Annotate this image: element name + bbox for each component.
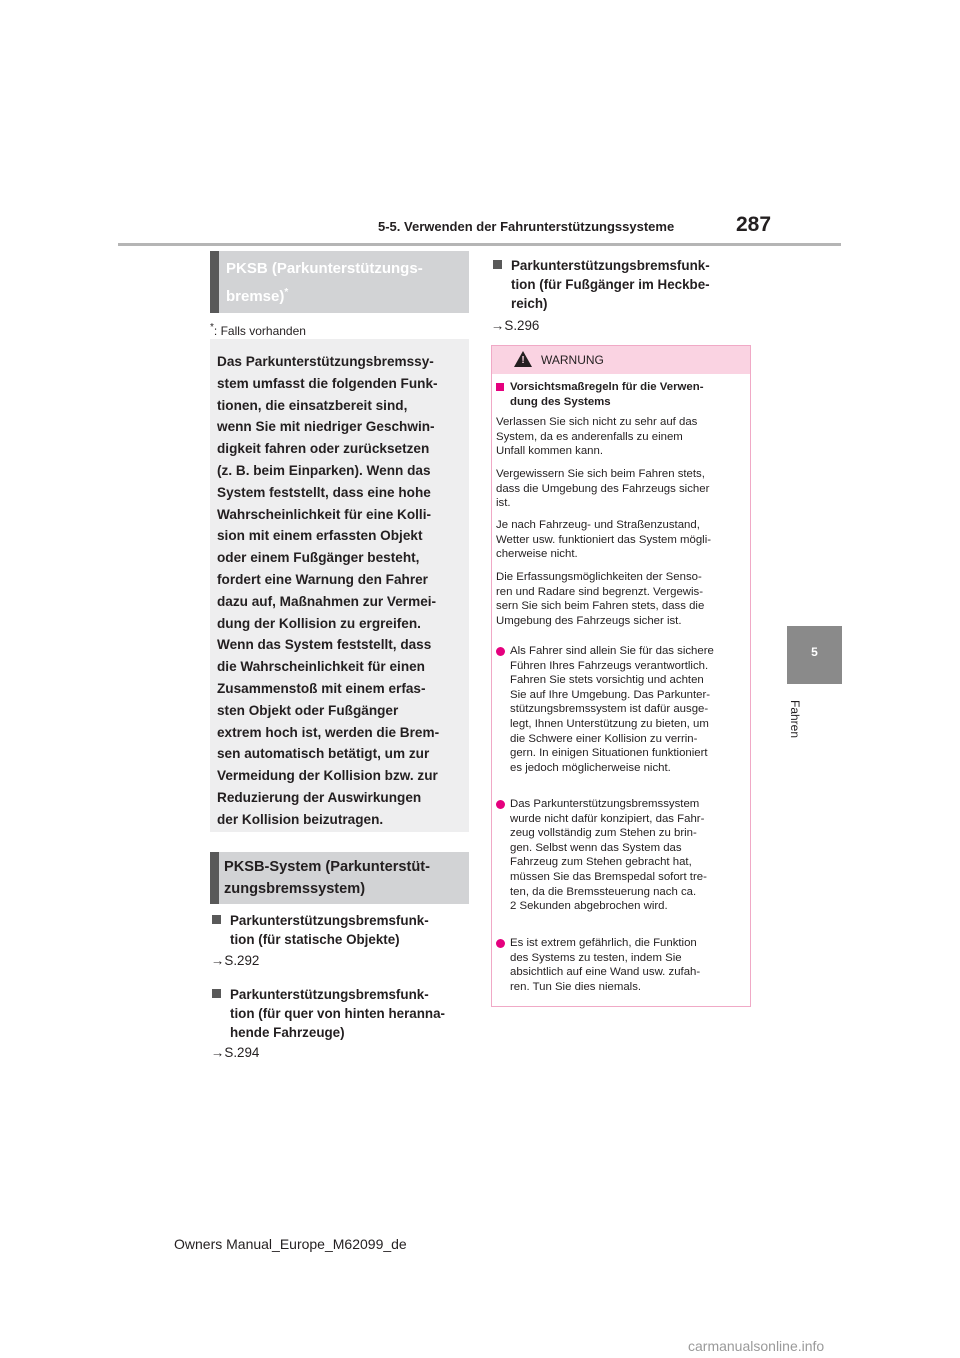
intro-line: oder einem Fußgänger besteht, (217, 550, 420, 566)
footnote-asterisk: * (210, 322, 214, 333)
item-line: Parkunterstützungsbremsfunk- (230, 913, 429, 928)
item-line: Parkunterstützungsbremsfunk- (511, 258, 710, 273)
paragraph-line: ren und Radare sind begrenzt. Vergewis- (496, 585, 704, 598)
bullet-line: Es ist extrem gefährlich, die Funktion (510, 937, 697, 949)
bullet-line: ten, da die Bremssteuerung nach ca. (510, 885, 697, 898)
paragraph-line: sern Sie sich beim Fahren stets, dass die (496, 600, 705, 613)
intro-line: Wenn das System feststellt, dass (217, 637, 432, 653)
intro-line: Reduzierung der Auswirkungen (217, 789, 422, 805)
function-item-rear-cross-traffic (212, 985, 469, 1043)
intro-line: sion mit einem erfassten Objekt (217, 528, 423, 544)
paragraph-line: Vergewissern Sie sich beim Fahren stets, (496, 468, 705, 480)
heading-line-1: PKSB-System (Parkunterstüt- (224, 859, 430, 875)
bullet-line: stützungsbremssystem ist dafür ausge- (510, 703, 709, 716)
chapter-number: 5 (811, 645, 818, 659)
bullet-line: des Systems zu testen, indem Sie (510, 951, 682, 964)
heading-line-2: zungsbremssystem) (224, 881, 366, 897)
paragraph-line: dass die Umgebung des Fahrzeugs sicher (496, 482, 710, 495)
warning-header (492, 346, 750, 374)
intro-line: extrem hoch ist, werden die Brem- (217, 724, 440, 740)
square-bullet-icon (493, 260, 502, 269)
bullet-line: Als Fahrer sind allein Sie für das sichere (510, 645, 714, 657)
intro-text (217, 351, 467, 831)
chapter-label: Fahren (788, 700, 802, 739)
subheading-line: dung des Systems (510, 396, 611, 408)
intro-line: digkeit fahren oder zurücksetzen (217, 441, 430, 457)
page-reference-link[interactable]: →S.292 (211, 953, 260, 968)
page-number: 287 (736, 213, 772, 236)
warning-box (491, 345, 751, 1007)
square-bullet-icon (496, 383, 504, 391)
bullet-line: absichtlich auf eine Wand usw. zufah- (510, 966, 701, 979)
item-line: tion (für statische Objekte) (230, 932, 400, 947)
item-line: tion (für Fußgänger im Heckbe- (511, 277, 710, 292)
item-line: reich) (511, 296, 548, 311)
bullet-line: gern. In einigen Situationen funktioniert (510, 747, 708, 760)
function-item-static-objects (212, 911, 469, 951)
section-heading-pksb (210, 251, 469, 313)
bullet-line: 2 Sekunden abgebrochen wird. (510, 900, 668, 913)
footnote-text: : Falls vorhanden (213, 324, 306, 338)
warning-paragraph (496, 570, 744, 628)
bullet-line: zeug vollständig zum Stehen zu brin- (510, 827, 697, 840)
page-reference-link[interactable]: →S.294 (211, 1045, 260, 1060)
watermark: carmanualsonline.info (688, 1338, 825, 1354)
paragraph-line: Umgebung des Fahrzeugs sicher ist. (496, 614, 682, 627)
paragraph-line: ist. (496, 497, 511, 510)
footnote-marker: * (284, 287, 289, 298)
bullet-line: Führen Ihres Fahrzeugs verantwortlich. (510, 659, 709, 672)
warning-title: WARNUNG (541, 353, 604, 367)
bullet-line: gen. Selbst wenn das System das (510, 841, 682, 854)
heading-line-1: PKSB (Parkunterstützungs- (226, 260, 423, 277)
exclamation-icon: ! (521, 355, 525, 366)
bullet-line: müssen Sie das Bremspedal sofort tre- (510, 870, 707, 883)
paragraph-line: System, da es anderenfalls zu einem (496, 430, 683, 443)
intro-line: dazu auf, Maßnahmen zur Vermei- (217, 593, 437, 609)
paragraph-line: Verlassen Sie sich nicht zu sehr auf das (496, 416, 698, 428)
header-divider (118, 243, 841, 246)
paragraph-line: cherweise nicht. (496, 548, 578, 561)
round-bullet-icon (496, 647, 505, 656)
warning-paragraph (496, 467, 744, 511)
intro-line: Das Parkunterstützungsbremssy- (217, 354, 434, 369)
bullet-line: Sie auf Ihre Umgebung. Das Parkunter- (510, 688, 711, 701)
intro-line: sen automatisch betätigt, um zur (217, 746, 430, 762)
intro-line: tionen, die einsatzbereit sind, (217, 397, 408, 413)
intro-line: wenn Sie mit niedriger Geschwin- (217, 419, 435, 435)
item-line: Parkunterstützungsbremsfunk- (230, 987, 429, 1002)
subheading-line: Vorsichtsmaßregeln für die Verwen- (510, 381, 704, 393)
bullet-line: Fahren Sie stets vorsichtig und achten (510, 674, 704, 687)
bullet-line: es jedoch möglicherweise nicht. (510, 761, 671, 774)
section-heading-pksb-system (210, 852, 469, 904)
round-bullet-icon (496, 800, 505, 809)
item-line: hende Fahrzeuge) (230, 1025, 345, 1040)
round-bullet-icon (496, 939, 505, 948)
paragraph-line: Wetter usw. funktioniert das System mögli- (496, 533, 712, 546)
function-item-pedestrians (493, 256, 750, 314)
footnote (210, 322, 306, 338)
section-title: 5-5. Verwenden der Fahrunterstützungssysteme (378, 219, 675, 234)
heading-line-2: bremse) (226, 288, 285, 305)
bullet-line: Das Parkunterstützungsbremssystem (510, 798, 700, 810)
paragraph-line: Unfall kommen kann. (496, 445, 603, 458)
page-reference-link[interactable]: →S.296 (491, 318, 540, 333)
bullet-line: die Schwere einer Kollision zu verrin- (510, 732, 698, 745)
bullet-line: wurde nicht dafür konzipiert, das Fahr- (510, 812, 705, 825)
square-bullet-icon (212, 915, 221, 924)
square-bullet-icon (212, 989, 221, 998)
intro-line: dung der Kollision zu ergreifen. (217, 615, 421, 631)
paragraph-line: Die Erfassungsmöglichkeiten der Senso- (496, 571, 702, 583)
intro-line: Zusammenstoß mit einem erfas- (217, 680, 426, 696)
intro-line: Wahrscheinlichkeit für eine Kolli- (217, 506, 432, 522)
intro-line: der Kollision beizutragen. (217, 811, 384, 827)
paragraph-line: Je nach Fahrzeug- und Straßenzustand, (496, 519, 700, 531)
intro-line: fordert eine Warnung den Fahrer (217, 571, 428, 587)
item-line: tion (für quer von hinten heranna- (230, 1006, 445, 1021)
intro-line: (z. B. beim Einparken). Wenn das (217, 462, 431, 478)
bullet-line: ren. Tun Sie dies niemals. (510, 980, 642, 993)
intro-box (210, 339, 469, 832)
manual-identifier: Owners Manual_Europe_M62099_de (174, 1236, 407, 1252)
bullet-line: legt, Ihnen Unterstützung zu bieten, um (510, 717, 709, 730)
intro-line: System feststellt, dass eine hohe (217, 484, 431, 500)
intro-line: Vermeidung der Kollision bzw. zur (217, 768, 438, 784)
bullet-line: Fahrzeug zum Stehen gebracht hat, (510, 856, 692, 869)
warning-paragraph (496, 415, 744, 459)
intro-line: stem umfasst die folgenden Funk- (217, 375, 438, 391)
intro-line: die Wahrscheinlichkeit für einen (217, 659, 425, 675)
warning-paragraph (496, 518, 744, 562)
intro-line: sten Objekt oder Fußgänger (217, 702, 399, 718)
